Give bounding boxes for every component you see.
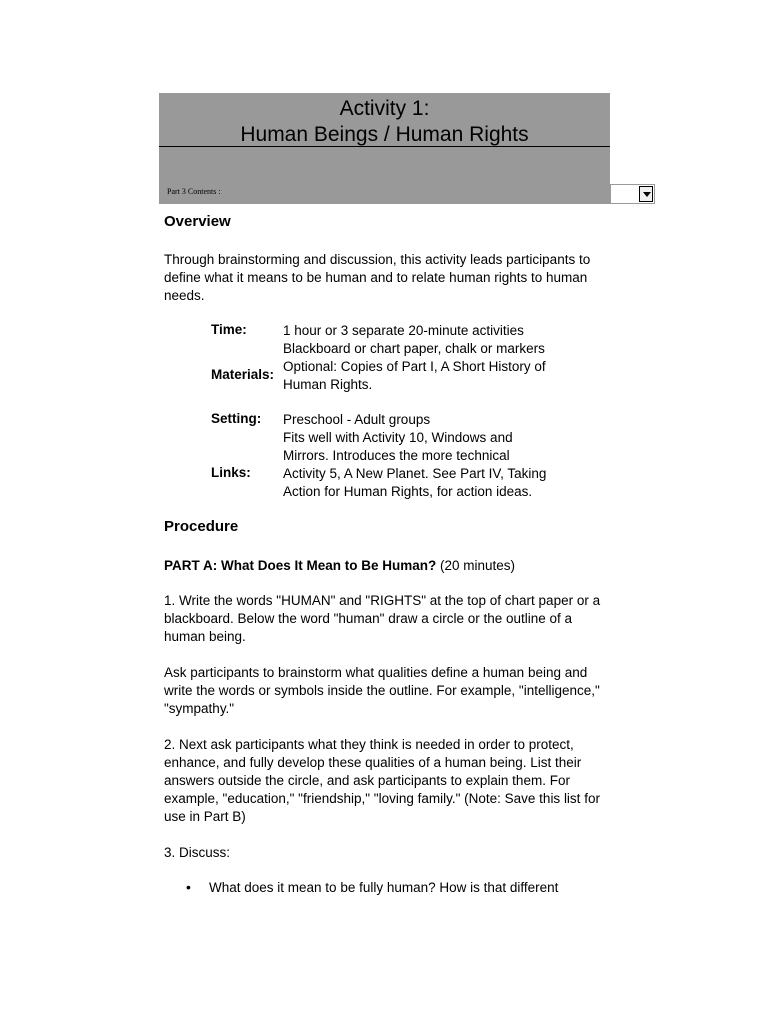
step-2: 2. Next ask participants what they think is needed in order to protect, enhance, and fully develop these qualities of a human being. List their answers outside the circle, and ask participants to explain them. For example, "education," "friendship," "loving family." (Note: Save this list for use in Part B) (164, 737, 600, 824)
materials-label: Materials: (211, 367, 275, 382)
step-3: 3. Discuss: (164, 845, 231, 860)
step-1: 1. Write the words "HUMAN" and "RIGHTS" at the top of chart paper or a blackboard. Below the word "human" draw a circle or the outline of a human being. (164, 593, 601, 644)
overview-text: Through brainstorming and discussion, this activity leads participants to define what it means to be human and to relate human rights to human needs. (164, 252, 591, 303)
materials-value: Blackboard or chart paper, chalk or markers Optional: Copies of Part I, A Short History of Human Rights. (283, 341, 546, 392)
page-subtitle: Human Beings / Human Rights (240, 123, 529, 146)
title-banner (159, 93, 610, 204)
setting-label: Setting: (211, 411, 262, 426)
contents-label: Part 3 Contents : (167, 187, 221, 196)
part-a-heading (164, 557, 614, 575)
part-a-title: PART A: What Does It Mean to Be Human? (164, 558, 437, 573)
procedure-heading: Procedure (164, 518, 239, 535)
title-divider (159, 146, 610, 147)
discussion-bullet: What does it mean to be fully human? How is that different (209, 880, 559, 895)
chevron-down-icon[interactable] (639, 186, 653, 202)
contents-row (159, 184, 610, 204)
bullet-icon: • (186, 879, 191, 895)
step-1-brainstorm: Ask participants to brainstorm what qualities define a human being and write the words or symbols inside the outline. For example, "intelligence," "sympathy." (164, 665, 600, 716)
overview-heading: Overview (164, 213, 231, 230)
time-label: Time: (211, 322, 247, 337)
contents-dropdown[interactable] (610, 184, 655, 204)
page-title: Activity 1: (339, 97, 430, 120)
time-value: 1 hour or 3 separate 20-minute activities (283, 323, 524, 338)
links-label: Links: (211, 465, 251, 480)
setting-value: Preschool - Adult groups (283, 412, 431, 427)
links-value: Fits well with Activity 10, Windows and Mirrors. Introduces the more technical Activity 5, A New Planet. See Part IV, Taking Action for Human Rights, for action ideas. (283, 430, 547, 499)
part-a-duration: (20 minutes) (436, 558, 516, 573)
